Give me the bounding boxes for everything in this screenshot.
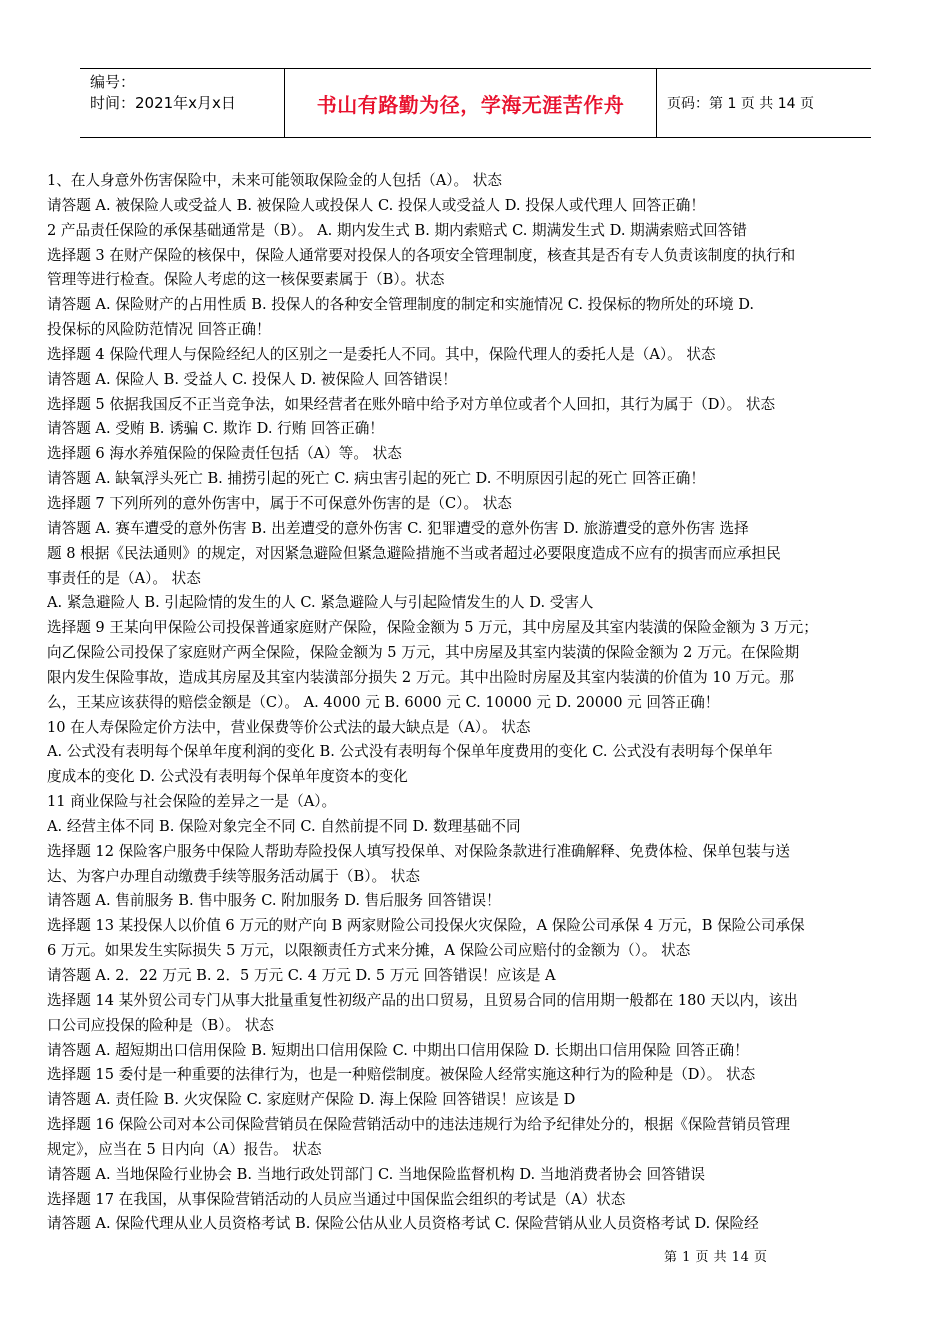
text-line: 么，王某应该获得的赔偿金额是（C）。 A. 4000 元 B. 6000 元 C. 10000 元 D. 20000 元 回答正确！ bbox=[47, 693, 720, 711]
text-line: 选择题 6 海水养殖保险的保险责任包括（A）等。 状态 bbox=[47, 445, 402, 463]
text-line: 请答题 A. 保险代理从业人员资格考试 B. 保险公估从业人员资格考试 C. 保险营销从业人员资格考试 D. 保险经 bbox=[47, 1215, 759, 1233]
text-line: 向乙保险公司投保了家庭财产两全保险，保险金额为 5 万元，其中房屋及其室内装潢的保险金额为 2 万元。在保险期 bbox=[47, 644, 800, 662]
text-line: 选择题 9 王某向甲保险公司投保普通家庭财产保险，保险金额为 5 万元，其中房屋及其室内装潢的保险金额为 3 万元； bbox=[47, 619, 818, 637]
text-line: 投保标的风险防范情况 回答正确！ bbox=[47, 321, 271, 339]
text-line: 选择题 14 某外贸公司专门从事大批量重复性初级产品的出口贸易，且贸易合同的信用期一般都在 180 天以内，该出 bbox=[47, 991, 798, 1009]
text-line: 请答题 A. 售前服务 B. 售中服务 C. 附加服务 D. 售后服务 回答错误！ bbox=[47, 892, 501, 910]
text-line: A. 公式没有表明每个保单年度利润的变化 B. 公式没有表明每个保单年度费用的变化 C. 公式没有表明每个保单年 bbox=[47, 743, 773, 761]
text-line: 请答题 A. 责任险 B. 火灾保险 C. 家庭财产保险 D. 海上保险 回答错误！应该是 D bbox=[47, 1091, 576, 1109]
document-time-label: 时间：2021年x月x日 bbox=[90, 94, 236, 112]
header-motto: 书山有路勤为径，学海无涯苦作舟 bbox=[285, 69, 657, 137]
text-line: 请答题 A. 赛车遭受的意外伤害 B. 出差遭受的意外伤害 C. 犯罪遭受的意外伤害 D. 旅游遭受的意外伤害 选择 bbox=[47, 519, 749, 537]
text-line: 选择题 4 保险代理人与保险经纪人的区别之一是委托人不同。其中，保险代理人的委托人是（A）。 状态 bbox=[47, 345, 716, 363]
text-line: 选择题 13 某投保人以价值 6 万元的财产向 B 两家财险公司投保火灾保险，A 保险公司承保 4 万元，B 保险公司承保 bbox=[47, 917, 805, 935]
text-line: 请答题 A. 保险人 B. 受益人 C. 投保人 D. 被保险人 回答错误！ bbox=[47, 370, 457, 388]
text-line: 选择题 12 保险客户服务中保险人帮助寿险投保人填写投保单、对保险条款进行准确解释、免费体检、保单包装与送 bbox=[47, 842, 790, 860]
text-line: 选择题 5 依据我国反不正当竞争法，如果经营者在账外暗中给予对方单位或者个人回扣，其行为属于（D）。 状态 bbox=[47, 395, 776, 413]
text-line: 事责任的是（A）。 状态 bbox=[47, 569, 201, 587]
page-footer: 第 1 页 共 14 页 bbox=[664, 1250, 768, 1265]
document-body bbox=[47, 169, 907, 1237]
text-line: 限内发生保险事故，造成其房屋及其室内装潢部分损失 2 万元。其中出险时房屋及其室内装潢的价值为 10 万元。那 bbox=[47, 668, 794, 686]
text-line: 达、为客户办理自动缴费手续等服务活动属于（B）。 状态 bbox=[47, 867, 420, 885]
text-line: A. 紧急避险人 B. 引起险情的发生的人 C. 紧急避险人与引起险情发生的人 D. 受害人 bbox=[47, 594, 594, 612]
text-line: 选择题 3 在财产保险的核保中，保险人通常要对投保人的各项安全管理制度，核查其是否有专人负责该制度的执行和 bbox=[47, 246, 796, 264]
text-line: 请答题 A. 被保险人或受益人 B. 被保险人或投保人 C. 投保人或受益人 D. 投保人或代理人 回答正确！ bbox=[47, 196, 705, 214]
text-line: 6 万元。如果发生实际损失 5 万元，以限额责任方式来分摊，A 保险公司应赔付的金额为（）。 状态 bbox=[47, 942, 691, 960]
text-line: 规定》，应当在 5 日内向（A）报告。 状态 bbox=[47, 1140, 322, 1158]
text-line: 选择题 7 下列所列的意外伤害中，属于不可保意外伤害的是（C）。 状态 bbox=[47, 494, 512, 512]
text-line: 请答题 A. 2．22 万元 B. 2．5 万元 C. 4 万元 D. 5 万元 回答错误！应该是 A bbox=[47, 967, 556, 984]
text-line: 1、在人身意外伤害保险中，未来可能领取保险金的人包括（A）。 状态 bbox=[47, 172, 502, 189]
text-line: 请答题 A. 超短期出口信用保险 B. 短期出口信用保险 C. 中期出口信用保险 D. 长期出口信用保险 回答正确！ bbox=[47, 1041, 749, 1059]
text-line: 请答题 A. 当地保险行业协会 B. 当地行政处罚部门 C. 当地保险监督机构 D. 当地消费者协会 回答错误 bbox=[47, 1165, 705, 1183]
text-line: 请答题 A. 缺氧浮头死亡 B. 捕捞引起的死亡 C. 病虫害引起的死亡 D. 不明原因引起的死亡 回答正确！ bbox=[47, 470, 705, 488]
text-line: 请答题 A. 受贿 B. 诱骗 C. 欺诈 D. 行贿 回答正确！ bbox=[47, 420, 384, 438]
text-line: 题 8 根据《民法通则》的规定，对因紧急避险但紧急避险措施不当或者超过必要限度造成不应有的损害而应承担民 bbox=[47, 544, 781, 562]
text-line: 管理等进行检查。保险人考虑的这一核保要素属于（B）。状态 bbox=[47, 271, 445, 289]
text-line: 度成本的变化 D. 公式没有表明每个保单年度资本的变化 bbox=[47, 768, 408, 786]
header-meta bbox=[80, 69, 285, 137]
text-line: A. 经营主体不同 B. 保险对象完全不同 C. 自然前提不同 D. 数理基础不同 bbox=[47, 817, 521, 835]
text-line: 11 商业保险与社会保险的差异之一是（A）。 bbox=[47, 793, 337, 811]
text-line: 请答题 A. 保险财产的占用性质 B. 投保人的各种安全管理制度的制定和实施情况 C. 投保标的物所处的环境 D. bbox=[47, 296, 755, 314]
header-page-info: 页码：第 1 页 共 14 页 bbox=[667, 96, 814, 112]
text-line: 选择题 16 保险公司对本公司保险营销员在保险营销活动中的违法违规行为给予纪律处分的，根据《保险营销员管理 bbox=[47, 1116, 790, 1134]
text-line: 2 产品责任保险的承保基础通常是（B）。 A. 期内发生式 B. 期内索赔式 C. 期满发生式 D. 期满索赔式回答错 bbox=[47, 221, 747, 239]
text-line: 10 在人寿保险定价方法中，营业保费等价公式法的最大缺点是（A）。 状态 bbox=[47, 718, 531, 736]
page-header bbox=[80, 68, 871, 138]
text-line: 选择题 15 委付是一种重要的法律行为，也是一种赔偿制度。被保险人经常实施这种行为的险种是（D）。 状态 bbox=[47, 1066, 756, 1084]
text-line: 口公司应投保的险种是（B）。 状态 bbox=[47, 1016, 274, 1034]
document-number-label: 编号： bbox=[90, 73, 136, 91]
text-line: 选择题 17 在我国，从事保险营销活动的人员应当通过中国保监会组织的考试是（A）状态 bbox=[47, 1190, 626, 1208]
